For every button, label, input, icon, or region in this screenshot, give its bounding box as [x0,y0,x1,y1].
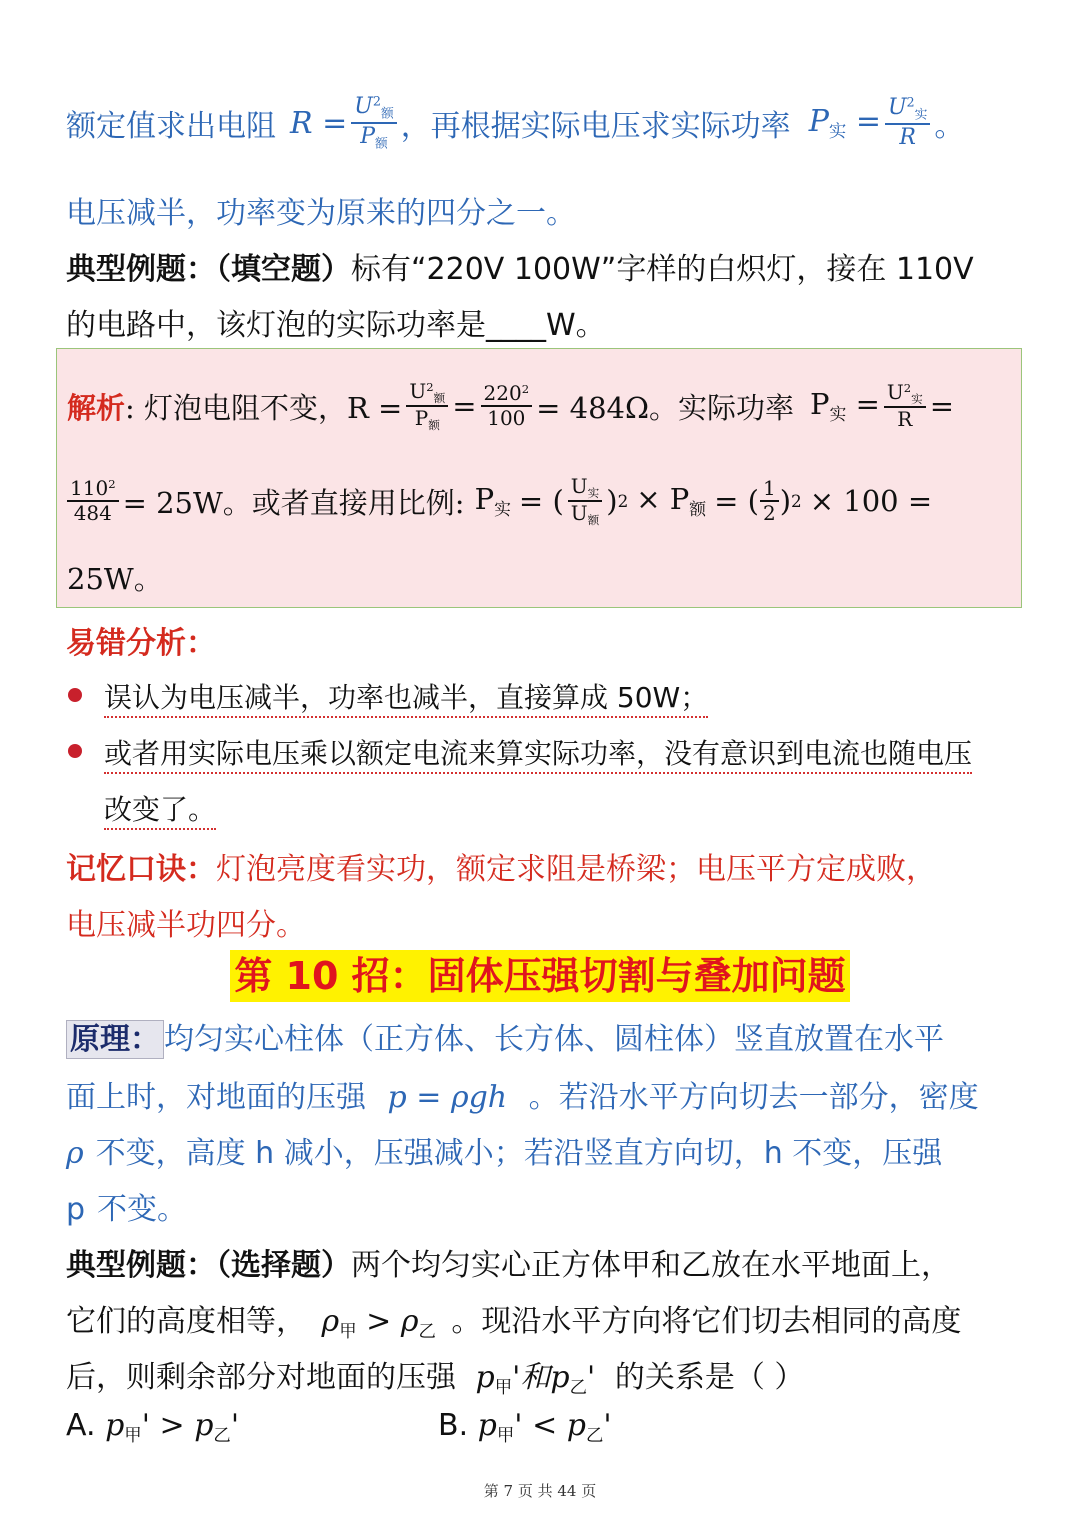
option-b[interactable] [438,1408,612,1446]
density-comparison: $\rho_甲 > \rho_乙$ [321,1304,436,1343]
bullet-icon [68,744,82,758]
text: 不变，高度 h 减小，压强减小；若沿竖直方向切，h 不变，压强 [95,1136,943,1171]
text: ) [779,484,792,518]
analysis-box [56,348,1022,608]
p-symbol: p [66,1192,86,1227]
example2-line-3 [66,1352,804,1398]
memory-label: 记忆口诀： [66,852,216,887]
error-item-1: 误认为电压减半，功率也减半，直接算成 50W； [104,676,708,716]
fraction-U-ratio: $\frac{U_实}{U_额}$ [568,475,602,528]
analysis-line-3: 25W。 [67,562,163,596]
error-analysis-label: 易错分析： [66,626,216,661]
exponent: 2 [791,491,802,511]
example-label: 典型例题： [66,1248,216,1283]
question-type: （选择题） [216,1248,351,1283]
text: 。 [934,109,965,144]
fraction-220-over-100: $\frac{220^2}{100}$ [481,382,533,430]
analysis-line-1: 解析 : 灯泡电阻不变，R = $\frac{U^2_额}{P_额}$ = $\frac{220^2}{100}$ = 484Ω。实际功率 $P_实$ = $\frac{U^2_实}{R}$ = [67,378,955,433]
text: 不变。 [97,1192,188,1227]
text: 。现沿水平方向将它们切去相同的高度 [451,1304,962,1339]
text: 标有“220V 100W”字样的白炽灯，接在 110V [351,252,974,287]
exponent: 2 [617,491,629,511]
memory-line-1 [66,844,936,888]
pressure-formula: p = ρgℎ [387,1080,508,1115]
example1-line-1 [66,244,974,288]
text: ) [606,484,618,518]
intro-line-1 [66,80,964,166]
fraction-U2-over-R: $\frac{U^2_实}{R}$ [885,95,930,150]
text: 两个均匀实心正方体甲和乙放在水平地面上， [351,1248,951,1283]
text: 面上时，对地面的压强 [66,1080,366,1115]
text: ，再根据实际电压求实际功率 [400,109,791,144]
example1-line-2: 的电路中，该灯泡的实际功率是____W。 [66,308,606,343]
text: 均匀实心柱体（正方体、长方体、圆柱体）竖直放置在水平 [164,1022,944,1057]
text: 它们的高度相等， [66,1304,306,1339]
question-type: （填空题） [216,252,351,287]
option-label: A. [66,1408,96,1443]
analysis-line-2 [67,461,932,541]
text: = ( [518,484,564,518]
fraction-U2-over-P: $\frac{U^2_额}{P_额}$ [351,94,396,152]
example-label: 典型例题： [66,252,216,287]
principle-line-1 [66,1014,944,1058]
memory-line-2: 电压减半功四分。 [66,908,306,943]
error-item-2: 或者用实际电压乘以额定电流来算实际功率，没有意识到电流也随电压 [104,732,972,772]
analysis-label: 解析 [67,390,126,425]
option-b-formula: $p_甲' < p_乙'$ [477,1408,612,1447]
fraction-half: $\frac{1}{2}$ [760,477,779,525]
text: 的关系是（ ） [614,1360,805,1395]
text: = 25W。或者直接用比例: [122,485,465,520]
section-title: 第 10 招：固体压强切割与叠加问题 [230,950,850,1002]
P-actual: $P_实$ [474,482,511,519]
text: × $P_额$ [636,482,707,519]
rho-symbol: ρ [66,1136,84,1171]
page-footer: 第 7 页 共 44 页 [483,1482,597,1500]
text: 。若沿水平方向切去一部分，密度 [528,1080,979,1115]
text: 灯泡亮度看实功，额定求阻是桥梁；电压平方定成败， [216,852,936,887]
bullet-icon [68,688,82,702]
principle-line-4 [66,1184,187,1228]
text: = ( [714,484,759,518]
intro-line-2: 电压减半，功率变为原来的四分之一。 [66,196,576,231]
text: 后，则剩余部分对地面的压强 [66,1360,456,1395]
example2-line-2 [66,1296,961,1342]
principle-label: 原理： [66,1020,164,1059]
fraction-110-over-484: $\frac{110^2}{484}$ [67,477,119,525]
example2-line-1 [66,1240,951,1284]
text: × 100 = [809,484,933,518]
formula-R: R = [290,105,348,141]
principle-line-3 [66,1128,942,1172]
text: = 484Ω。实际功率 [536,390,795,425]
formula-P: $P_实$ = [808,103,881,143]
text: 额定值求出电阻 [66,109,276,144]
error-item-2-continued: 改变了。 [104,788,216,828]
option-a[interactable] [66,1408,239,1446]
fraction-U2-over-R: $\frac{U^2_实}{R}$ [884,381,926,431]
option-a-formula: $p_甲' > p_乙'$ [105,1408,240,1447]
option-label: B. [438,1408,469,1443]
pressure-pair: $p_甲'$和$p_乙'$ [475,1360,596,1399]
text: : 灯泡电阻不变，R = [125,390,403,425]
fraction-U2-over-P: $\frac{U^2_额}{P_额}$ [406,380,448,433]
P-actual: $P_实$ = [810,387,880,424]
principle-line-2 [66,1072,979,1116]
